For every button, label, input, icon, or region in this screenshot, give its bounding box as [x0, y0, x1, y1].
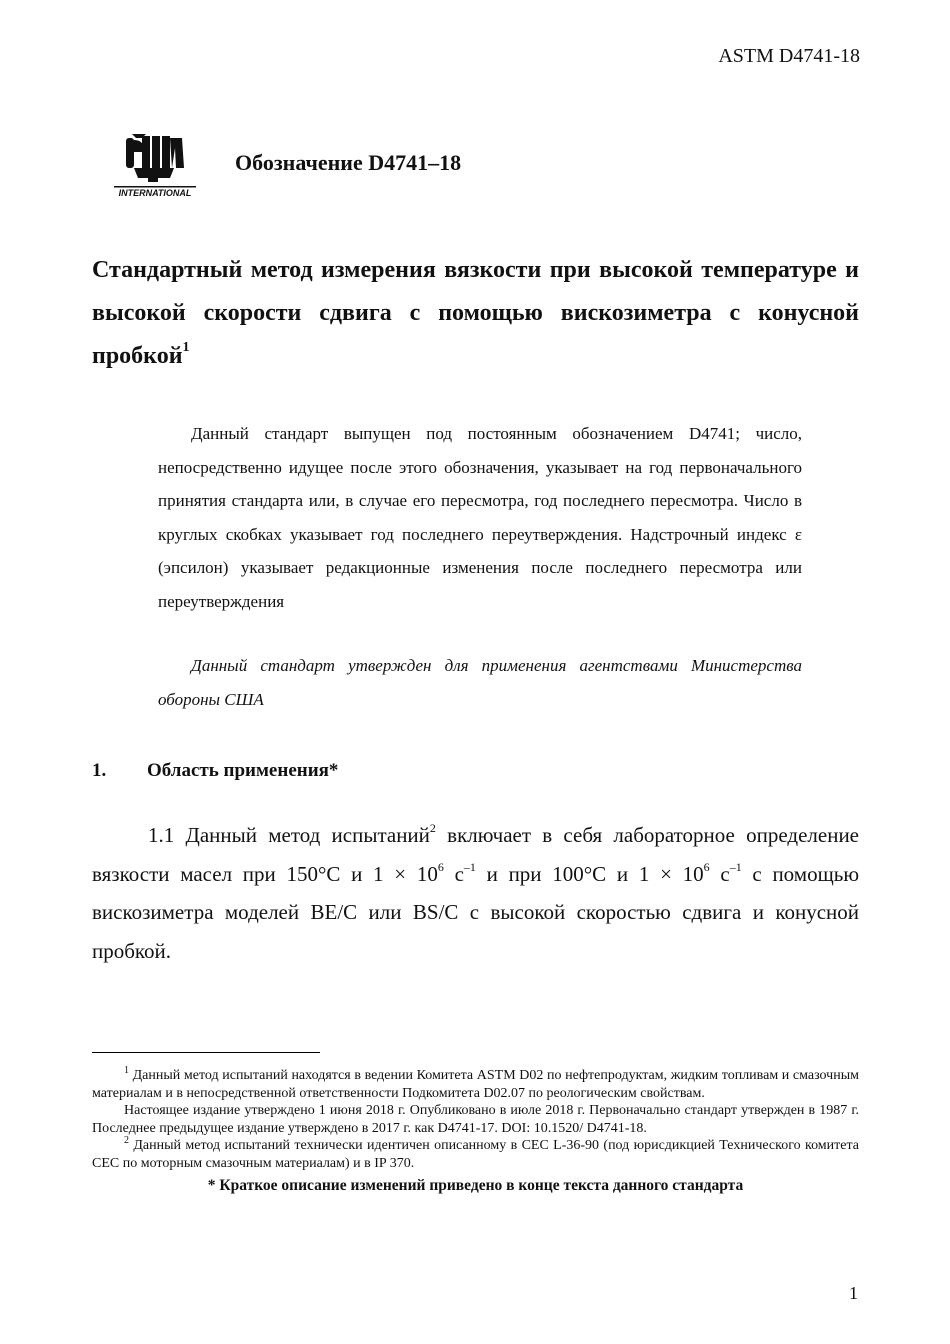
para-text-part: с помощью вискозиметра моделей BE/C или BS/C с высокой скоростью сдвига и конусной пробкой. — [92, 861, 860, 963]
document-id-header: ASTM D4741-18 — [718, 45, 860, 67]
exponent: 6 — [703, 859, 710, 874]
footnote-divider — [92, 1052, 320, 1053]
para-text-part: и при 100°C и 1 × 10 — [475, 861, 704, 886]
designation-heading: Обозначение D4741–18 — [235, 150, 462, 175]
footnote-2 — [92, 1137, 859, 1172]
footnotes — [92, 1067, 859, 1195]
logo-subtext: INTERNATIONAL — [118, 188, 192, 198]
paragraph-1-1 — [92, 816, 859, 970]
exponent: –1 — [463, 859, 476, 874]
exponent: 6 — [437, 859, 444, 874]
section-heading — [92, 760, 338, 782]
footnote-1-number: 1 — [124, 1065, 129, 1076]
para-text-part: с — [709, 861, 730, 886]
title-text: Стандартный метод измерения вязкости при высокой температуре и высокой скорости сдвига с помощью вискозиметра с конусной пробкой — [92, 257, 859, 369]
footnote-ref-2[interactable]: 2 — [429, 821, 436, 835]
title-footnote-ref[interactable]: 1 — [182, 340, 190, 355]
summary-of-changes-note: * Краткое описание изменений приведено в конце текста данного стандарта — [207, 1177, 744, 1194]
para-text-part: включает в себя лабораторное определение вязкости масел при 150°C и 1 × 10 — [92, 823, 859, 886]
footnote-1-text: Данный метод испытаний находятся в ведении Комитета ASTM D02 по нефтепродуктам, жидким топливам и смазочным материалам и в непосредственной ответственности Подкомитета D02.07 по реологическим свойствам. — [92, 1068, 859, 1101]
page-number: 1 — [849, 1283, 858, 1303]
footnote-1-edition: Настоящее издание утверждено 1 июня 2018 г. Опубликовано в июле 2018 г. Первоначально стандарт утвержден в 1987 г. Последнее предыдущее издание утверждено в 2017 г. как D4741-17. DOI: 10.1520/ D4741-18. — [92, 1103, 859, 1136]
exponent: –1 — [729, 859, 742, 874]
para-text-part: 1.1 Данный метод испытаний — [148, 823, 430, 847]
section-title: Область применения* — [147, 760, 339, 781]
issuance-note: Данный стандарт выпущен под постоянным обозначением D4741; число, непосредственно идущее после этого обозначения, указывает на год первоначального принятия стандарта или, в случае его пересмотра, год последнего пересмотра. Число в круглых скобках указывает год последнего переутверждения. Надстрочный индекс ε (эпсилон) указывает редакционные изменения после последнего пересмотра или переутверждения — [158, 424, 802, 611]
para-text-part: с — [443, 861, 464, 886]
footnote-2-number: 2 — [124, 1135, 129, 1146]
footnote-2-text: Данный метод испытаний технически идентичен описанному в CEC L-36-90 (под юрисдикцией Технического комитета CEC по моторным смазочным материалам) и в IP 370. — [92, 1138, 859, 1171]
document-title — [92, 249, 859, 378]
section-number: 1. — [92, 760, 107, 781]
astm-logo — [112, 128, 198, 200]
footnote-1 — [92, 1067, 859, 1102]
approval-note: Данный стандарт утвержден для применения агентствами Министерства обороны США — [158, 656, 802, 709]
